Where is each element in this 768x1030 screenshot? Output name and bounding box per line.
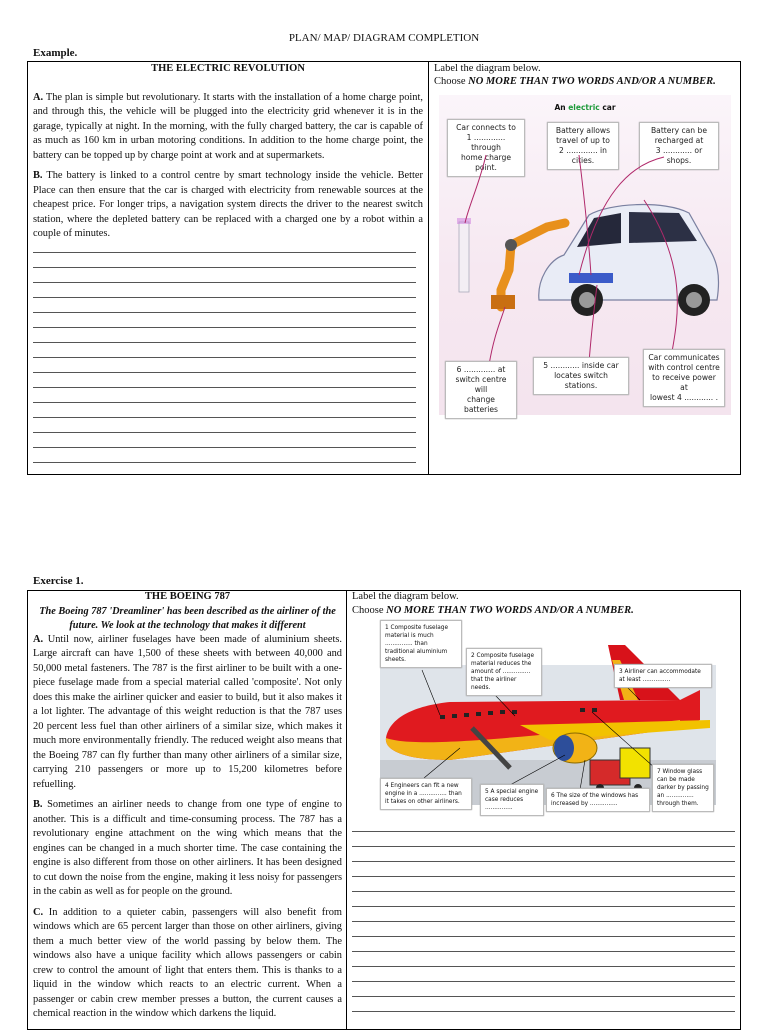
exercise-subheading: The Boeing 787 'Dreamliner' has been described as the airliner of the future. We look at the technology that makes it different <box>39 605 336 631</box>
window <box>452 714 457 718</box>
exercise-paragraph-a <box>33 633 342 793</box>
boeing-diagram <box>380 620 716 820</box>
callout-text: Battery can be <box>650 126 708 135</box>
exercise-paragraph-b <box>33 798 342 900</box>
answer-line[interactable] <box>33 372 416 373</box>
para-label: A. <box>33 91 44 103</box>
answer-line[interactable] <box>33 447 416 448</box>
example-paragraph-b <box>33 169 423 242</box>
window <box>580 708 585 712</box>
callout-3: 3 Airliner can accommodate at least ............... <box>614 664 712 688</box>
answer-line[interactable] <box>352 906 735 907</box>
example-divider <box>428 61 429 475</box>
answer-line[interactable] <box>352 981 735 982</box>
answer-line[interactable] <box>33 282 416 283</box>
exercise-heading: THE BOEING 787 <box>144 591 231 602</box>
rear-wheel-hub <box>686 292 702 308</box>
answer-line[interactable] <box>33 252 416 253</box>
window <box>488 711 493 715</box>
instruction-prefix: Choose <box>352 605 387 616</box>
arrow <box>465 155 486 223</box>
charge-post <box>459 222 469 292</box>
answer-line[interactable] <box>352 846 735 847</box>
arrow <box>489 307 505 365</box>
answer-line[interactable] <box>352 921 735 922</box>
answer-line[interactable] <box>33 312 416 313</box>
callout-text: Car communicates <box>648 353 720 362</box>
window <box>476 712 481 716</box>
callout-text: 1 ............. through <box>466 133 506 152</box>
instruction-line-2 <box>352 604 634 618</box>
callout-text: locates switch stations. <box>554 371 608 390</box>
callout-text: 6 ............. at <box>456 365 506 374</box>
callout-4 <box>643 349 725 407</box>
answer-line[interactable] <box>33 357 416 358</box>
para-text: The plan is simple but revolutionary. It starts with the installation of a home charge point, and through this, the vehicle will be plugged into the electricity grid whenever it is in the garage, typically at night. In the morning, with the fully charged battery, the car is capable of as much as 160 km in urban motoring conditions. In addition to the home charge point, the battery can be topped up by charge point at work and at supermarkets. <box>33 91 423 161</box>
para-text: Until now, airliner fuselages have been made of aluminium sheets. Large aircraft can have 1,500 of these sheets with between 40,000 and 50,000 metal fasteners. The 787 is the first airliner to be built with a one-piece fuselage made from a special material called 'composite'. Not only does this make the airliner quicker and easier to build, but it also makes it a lot lighter. The advantage of this weight reduction is that the 787 uses 20 percent less fuel than other airliners of a similar size, which makes it much more environmentally friendly. The reduced weight also means that the Boeing 787 can fly further than many other airliners of a similar size, carrying 210 passengers or more up to 15,200 kilometres before refuelling. <box>33 633 342 790</box>
answer-line[interactable] <box>352 951 735 952</box>
example-label: Example. <box>33 47 78 59</box>
electric-car-diagram <box>439 95 731 415</box>
para-label: B. <box>33 799 43 810</box>
callout-7: 7 Window glass can be made darker by passing an ............... through them. <box>652 764 714 812</box>
callout-text: home charge point. <box>460 153 512 172</box>
instruction-line-1: Label the diagram below. <box>434 63 541 74</box>
callout-text: 3 ............ or shops. <box>655 146 703 165</box>
callout-text: change batteries <box>464 395 498 414</box>
robot-base <box>491 295 515 309</box>
callout-text: travel of up to <box>556 136 610 145</box>
callout-text: Battery allows <box>555 126 611 135</box>
page-title: PLAN/ MAP/ DIAGRAM COMPLETION <box>288 32 480 44</box>
para-label: A. <box>33 633 44 645</box>
exercise-label: Exercise 1. <box>33 575 84 587</box>
callout-6: 6 The size of the windows has increased by ............... <box>546 788 650 812</box>
example-text-column <box>33 62 423 248</box>
para-label: B. <box>33 170 43 181</box>
callout-1: 1 Composite fuselage material is much ............... than traditional aluminium sheets. <box>380 620 462 668</box>
example-heading: THE ELECTRIC REVOLUTION <box>151 63 305 74</box>
answer-line[interactable] <box>352 966 735 967</box>
answer-line[interactable] <box>352 861 735 862</box>
example-paragraph-a <box>33 91 423 164</box>
answer-line[interactable] <box>33 402 416 403</box>
callout-text: to receive power at <box>652 373 716 392</box>
title-highlight: electric <box>568 103 600 112</box>
example-answer-lines <box>33 252 416 463</box>
answer-line[interactable] <box>33 342 416 343</box>
window <box>440 715 445 719</box>
charge-post-top <box>457 218 471 224</box>
callout-text: lowest 4 ............ . <box>649 393 719 402</box>
exercise-instructions <box>352 590 634 618</box>
answer-line[interactable] <box>33 462 416 463</box>
exercise-answer-lines <box>352 831 735 1012</box>
answer-line[interactable] <box>352 876 735 877</box>
answer-line[interactable] <box>33 297 416 298</box>
callout-text: recharged at <box>654 136 704 145</box>
callout-text: switch centre will <box>455 375 507 394</box>
callout-5: 5 A special engine case reduces ............... <box>480 784 544 816</box>
robot-joint <box>505 239 517 251</box>
para-text: The battery is linked to a control centre by smart technology inside the vehicle. Better Place can then ensure that the car is charged with electricity from renewable sources at the cheapest price. For longer trips, a navigation system directs the driver to the nearest switch station, where the depleted battery can be replaced with a charged one by a robot within a couple of minutes. <box>33 170 423 239</box>
answer-line[interactable] <box>352 996 735 997</box>
instruction-line-2 <box>434 75 716 88</box>
window <box>500 710 505 714</box>
title-part: An <box>554 103 569 112</box>
callout-text: 5 ............ inside car <box>543 361 619 370</box>
para-text: Sometimes an airliner needs to change from one type of engine to another. This is a difficult and time-consuming process. The 787 has a revolutionary engine attachment on the wing which means that the engines can be changed in a much shorter time. The case containing the engine is also different from those on other airliners. It has been designed to cut down the noise from the engine, making it less noisy for passengers in the cabin as well as for people on the ground. <box>33 799 342 897</box>
exercise-divider <box>346 590 347 1030</box>
callout-text: 2 ............. in cities. <box>559 146 607 165</box>
engine-intake <box>554 735 574 761</box>
answer-line[interactable] <box>33 387 416 388</box>
answer-line[interactable] <box>352 891 735 892</box>
callout-text: Car connects to <box>456 123 516 132</box>
example-instructions <box>434 62 716 88</box>
answer-line[interactable] <box>352 1011 735 1012</box>
front-wheel-hub <box>579 292 595 308</box>
title-part: car <box>599 103 616 112</box>
instruction-prefix: Choose <box>434 76 469 87</box>
instruction-emphasis: NO MORE THAN TWO WORDS AND/OR A NUMBER. <box>468 76 716 87</box>
instruction-emphasis: NO MORE THAN TWO WORDS AND/OR A NUMBER. <box>386 605 634 616</box>
callout-6 <box>445 361 517 419</box>
answer-line[interactable] <box>352 831 735 832</box>
para-label: C. <box>33 906 44 918</box>
callout-5 <box>533 357 629 395</box>
answer-line[interactable] <box>352 936 735 937</box>
exercise-text-column <box>33 590 342 1028</box>
window <box>464 713 469 717</box>
answer-line[interactable] <box>33 267 416 268</box>
window <box>592 708 597 712</box>
callout-2: 2 Composite fuselage material reduces the amount of ............... that the airliner needs. <box>466 648 542 696</box>
para-text: In addition to a quieter cabin, passengers will also benefit from windows which are 65 percent larger than those on other airliners, giving them a much better view of the world passing by below them. The windows also have a unique facility which allows passengers or cabin crew to control the amount of light that enters them. This is thanks to a liquid in the window which reacts to an electric current. When a passenger or cabin crew member presses a button, the current causes a chemical reaction in the window which darkens the liquid. <box>33 906 342 1019</box>
callout-text: with control centre <box>648 363 720 372</box>
exercise-paragraph-c <box>33 906 342 1022</box>
answer-line[interactable] <box>33 417 416 418</box>
answer-line[interactable] <box>33 432 416 433</box>
callout-4: 4 Engineers can fit a new engine in a ............... than it takes on other airliners. <box>380 778 472 810</box>
truck-cargo <box>620 748 650 778</box>
answer-line[interactable] <box>33 327 416 328</box>
instruction-line-1: Label the diagram below. <box>352 591 459 602</box>
